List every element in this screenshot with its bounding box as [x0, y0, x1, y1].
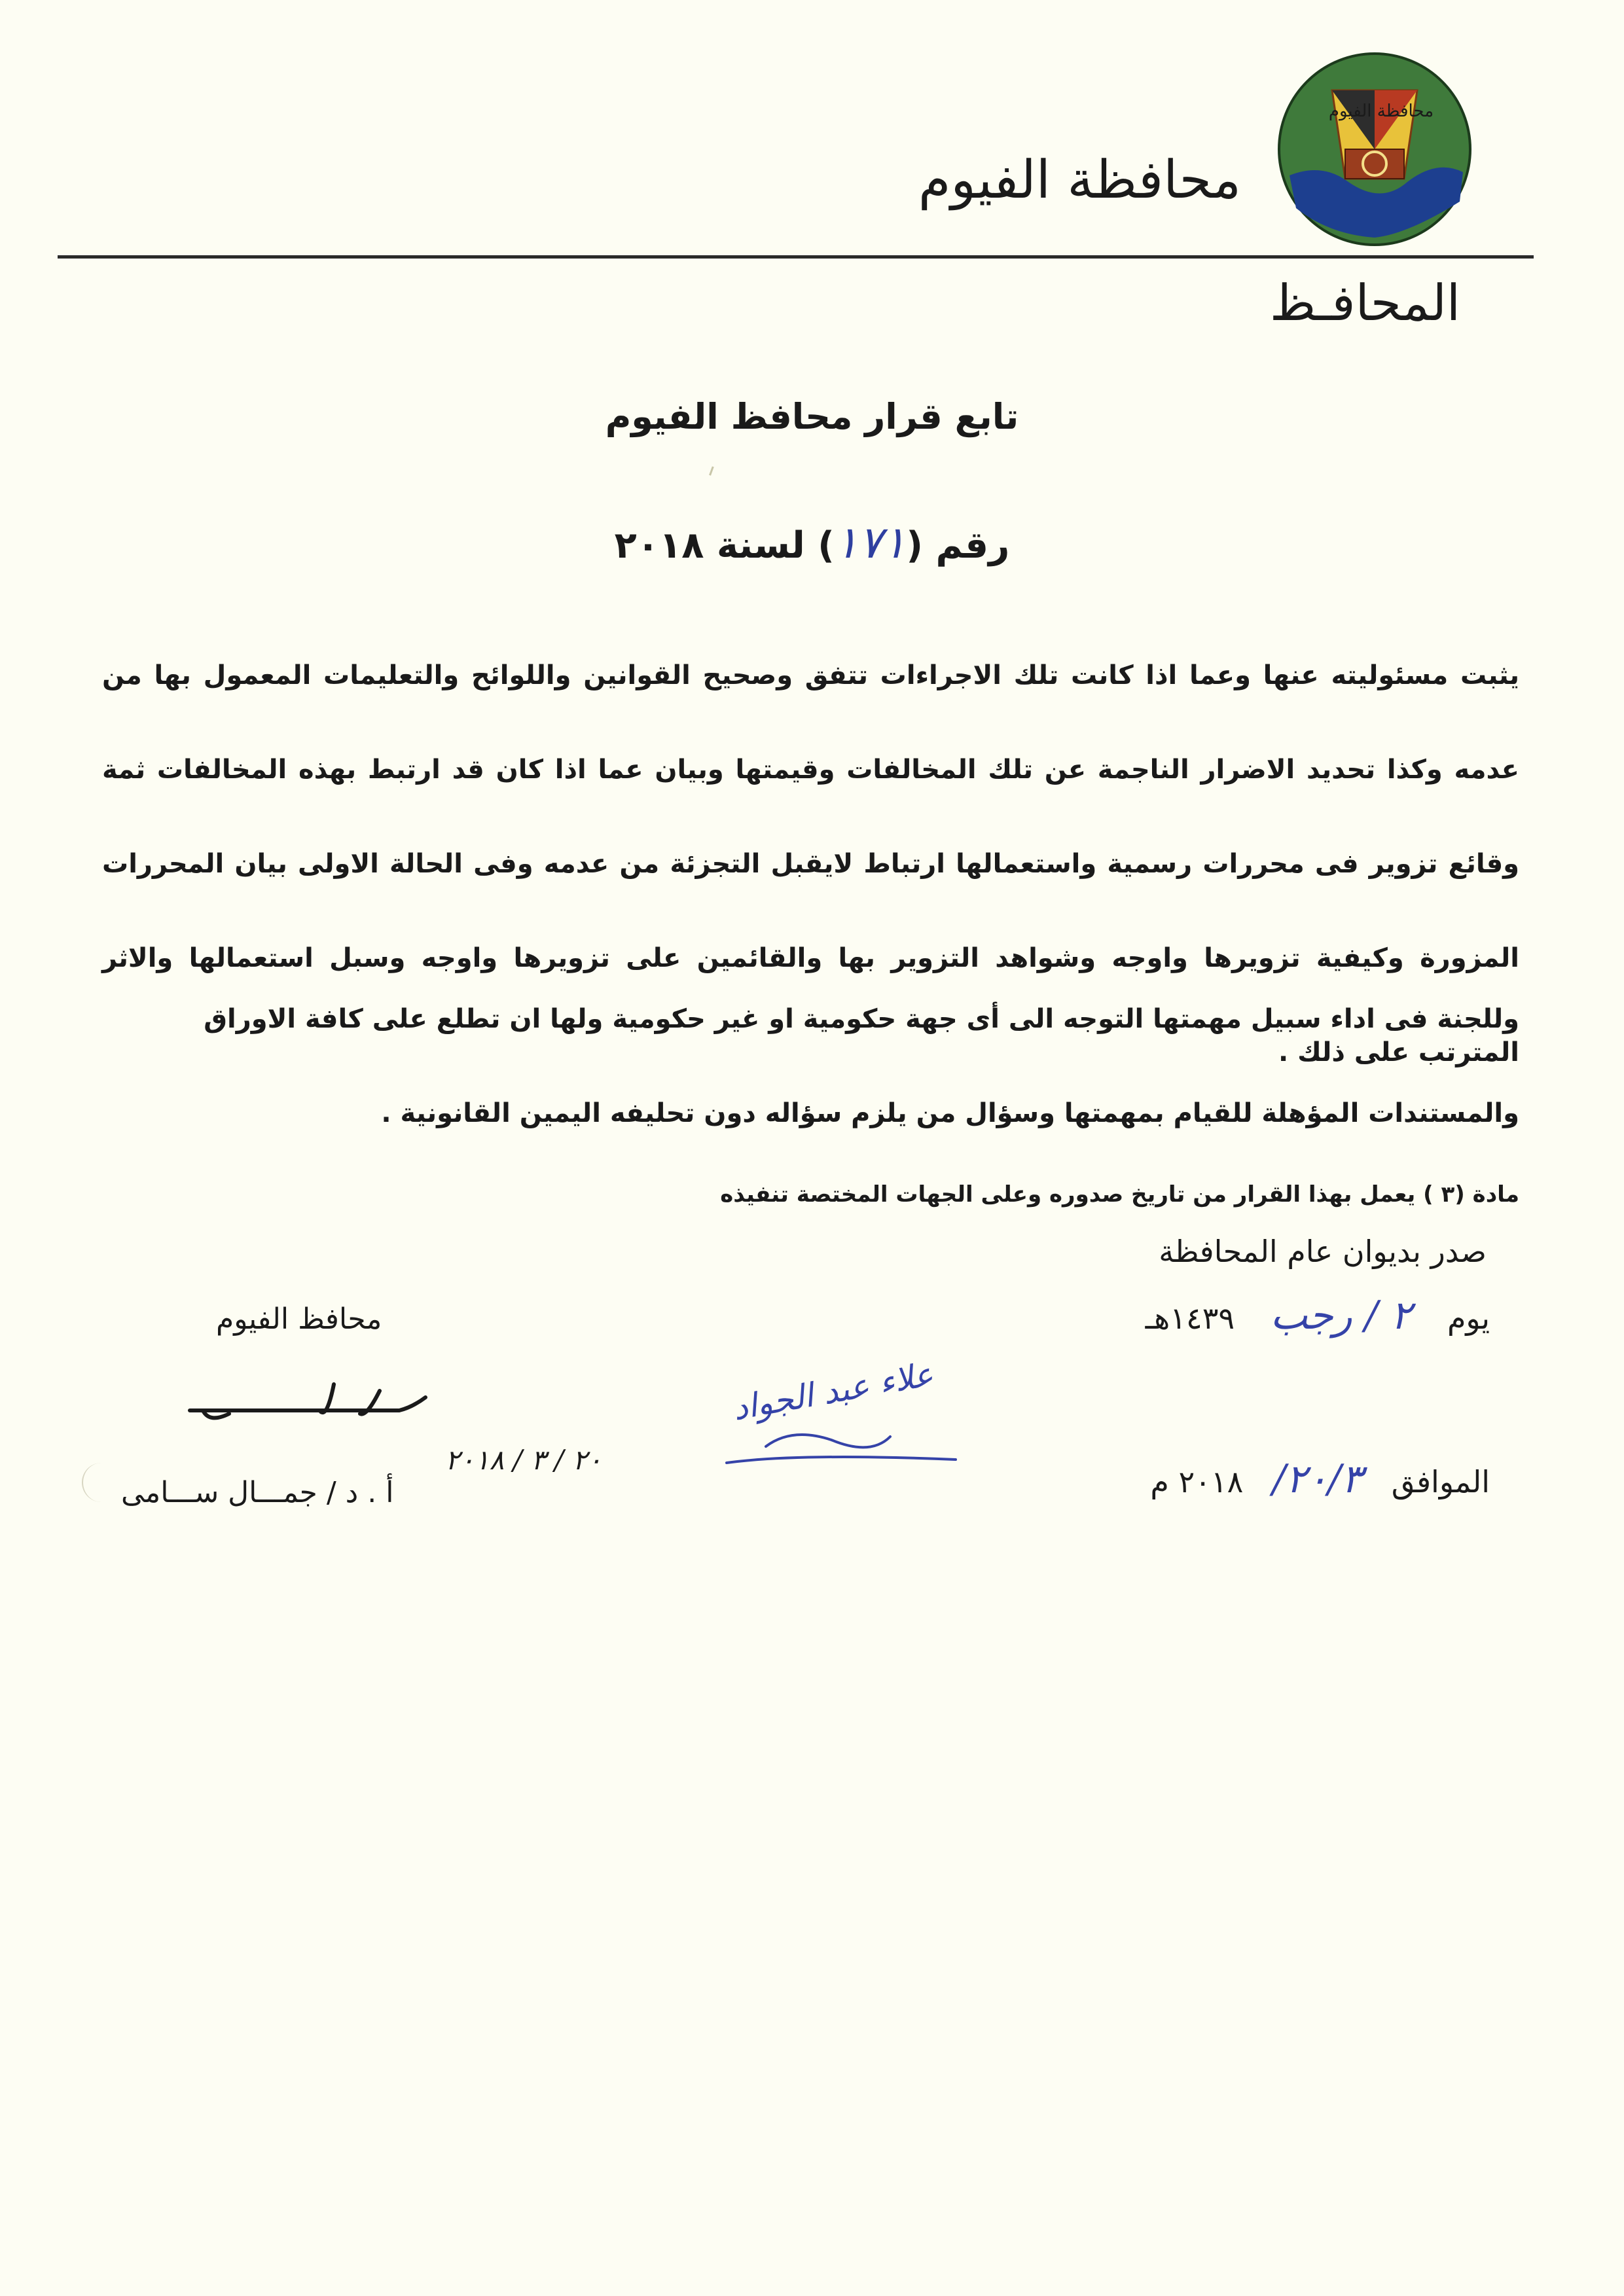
hijri-handwritten-date: ٢ / رجب: [1270, 1293, 1412, 1338]
hijri-label: يوم: [1447, 1300, 1490, 1336]
clerk-signature-text: علاء عبد الجواد: [730, 1355, 936, 1428]
governorate-logo: [1276, 51, 1473, 247]
issuance-place: صدر بديوان عام المحافظة: [1159, 1234, 1487, 1269]
article-3: مادة (٣ ) يعمل بهذا القرار من تاريخ صدوره وعلى الجهات المختصة تنفيذه: [720, 1181, 1519, 1208]
decree-number-suffix: ) لسنة ٢٠١٨: [614, 524, 835, 567]
gregorian-date-row: [1150, 1456, 1490, 1502]
decree-number: ١٧١: [834, 517, 907, 569]
office-title: المحافـظ: [1269, 274, 1460, 332]
clerk-signature: [720, 1348, 969, 1479]
decree-number-line: [0, 517, 1624, 569]
gregorian-year: ٢٠١٨ م: [1150, 1464, 1244, 1499]
governor-signature: [164, 1371, 602, 1482]
governor-name: أ . د / جمـــال ســـامى: [121, 1476, 394, 1509]
logo-text: محافظة الفيوم: [1328, 101, 1434, 121]
gregorian-handwritten-date: ٢٠/٣/: [1272, 1456, 1363, 1502]
body-paragraph-1: يثبت مسئوليته عنها وعما اذا كانت تلك الاجراءات تتفق وصحيح القوانين واللوائح والتعليمات المعمول بها من عدمه وكذا تحديد الاضرار الناجمة عن تلك المخالفات وقيمتها وبيان عما اذا كان قد ارتبط بهذه المخالفات ثمة وقائع تزوير فى محررات رسمية واستعمالها ارتباط لايقبل التجزئة من عدمه وفى الحالة الاولى بيان المحررات المزورة وكيفية تزويرها واوجه وشواهد التزوير بها والقائمين على تزويرها واوجه وسبل استعمالها والاثر المترتب على ذلك .: [102, 660, 1519, 1067]
hijri-date-row: [1146, 1293, 1490, 1338]
governor-label: محافظ الفيوم: [216, 1302, 382, 1336]
decree-number-prefix: رقم (: [906, 524, 1010, 567]
gregorian-label: الموافق: [1391, 1464, 1490, 1499]
hijri-year: ١٤٣٩هـ: [1145, 1300, 1235, 1336]
body-paragraph-2: وللجنة فى اداء سبيل مهمتها التوجه الى أى جهة حكومية او غير حكومية ولها ان تطلع على كافة الاوراق والمستندات المؤهلة للقيام بمهمتها وسؤال من يلزم سؤاله دون تحليفه اليمين القانونية .: [204, 1004, 1519, 1128]
header-org-name: محافظة الفيوم: [918, 149, 1241, 210]
governor-signature-date: ٢٠ / ٣ / ٢٠١٨: [445, 1444, 602, 1476]
header-divider: [58, 255, 1534, 259]
scan-edge-mark: [82, 1463, 103, 1502]
pencil-mark: [709, 467, 723, 479]
decree-title: تابع قرار محافظ الفيوم: [605, 396, 1019, 437]
